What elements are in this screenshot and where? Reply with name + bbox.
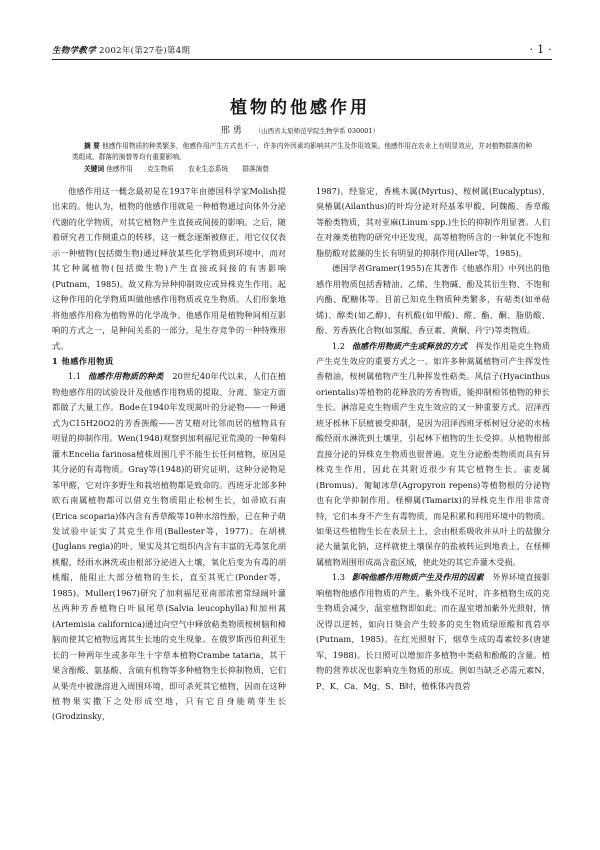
subsection-text: 20世纪40年代以来，人们在植物他感作用的试验设计及他感作用物质的提取、分离、鉴定方面都做了大量工作。Bode在1940年发现蒿叶的分泌物——一种通式为C15H20O2的芳香族酸——苦艾精对比邻而居的植物具有明显的抑制作用。Wen(1948)观察到加利福尼亚荒漠的一种菊科灌木Encelia farinosa植株周围几乎不能生长任何植物，原因是其分泌的有毒物质。Gray等(1948)的研究证明，这种分泌物是苯甲醛，它对许多野生和栽培植物都是致命的。西班牙北部多种欧石南属植物都可以借克生物质阻止松树生长，如帚欧石南(Erica scoparia)体内含有香草酸等10种水溶性酚，已在种子萌发试验中证实了其克生作用(Ballester等，1977)。在胡桃(Juglans regia)的叶、果实及其它组织内含有丰富的无毒氢化胡桃醌，经雨水淋洗或由根部分泌进入土壤，氧化后变为有毒的胡桃醌，能阻止大部分植物的生长，直至其死亡(Ponder等，1985)。Muller(1967)研究了加利福尼亚南部浓密常绿阔叶灌丛两种芳香植物白叶鼠尾草(Salvia leucophylla)和加州蒿(Artemisia californica)通过向空气中释放萜类物质桉树脑和樟脑而使其它植物远离其生长地的克生现象。在俄罗斯西伯利亚生长的一种两年生或多年生十字草本植物Crambe tataria，其干果含酚酸、氨基酸、含硫有机物等多种植物生长抑制物质，它们从果壳中被涤溶进入周围环境，即可杀死其它植物，因而在这种植物果实撒下之处形成空地，只有它自身能萌芽生长(Grodzinsky， bbox=[52, 371, 286, 722]
author-name: 邢 勇 bbox=[220, 126, 242, 136]
subsection-1-1 bbox=[52, 369, 286, 724]
article-title: 植物的他感作用 bbox=[230, 98, 370, 118]
keyword: 他感作用 bbox=[106, 165, 133, 173]
abstract-label: 摘 要 bbox=[84, 142, 100, 150]
keyword: 克生物质 bbox=[147, 165, 174, 173]
author-line bbox=[0, 123, 600, 136]
gramer-paragraph: 德国学者Gramer(1955)在其著作《他感作用》中列出的他感作用物质包括香精油、乙烯、生物碱、酚及其衍生物、不饱和内酯、配糖体等。目前已知克生物质种类繁多，有萜类(如单萜烯)、醇类(如乙醇)、有机酸(如甲酸)、醛、酯、酮、脂肪酸、酚、芳香族化合物(如氢醌、香豆素、黄酮、丹宁)等类物质。 bbox=[316, 263, 550, 336]
continued-paragraph: 1987)。经鉴定，香桃木属(Myrtus)、桉树属(Eucalyptus)、臭椿属(Ailanthus)的叶均分泌对羟基苯甲酸、阿魏酸、香草酸等酚类物质，其对亚麻(Linum spp.)生长的抑制作用显著。人们在对藻类植物的研究中还发现，高等植物所含的一种氧化不饱和脂肪酸对蓝藻的生长有明显的抑制作用(Aller等，1985)。 bbox=[316, 186, 550, 258]
subsection-title: 影响他感作用物质产生及作用的因素 bbox=[351, 572, 484, 583]
keyword: 群落演替 bbox=[242, 165, 269, 173]
author-affiliation: （山西省太原师范学院生物学系 030001） bbox=[254, 127, 380, 135]
keywords bbox=[72, 164, 532, 175]
intro-paragraph: 他感作用这一概念最初是在1937年由德国科学家Molish提出来的。他认为，植物的他感作用就是一种植物通过向体外分泌代谢的化学物质，对其它植物产生直接或间接的影响。之后，随着研究者工作侧重点的转移，这一概念逐渐被修正，用它仅仅表示一种植物(包括微生物)通过释放某些化学物质到环境中，而对其它种属植物(包括微生物)产生直接或间接的有害影响(Putnam，1985)。故又称为异种抑制效应或异株克生作用。起这种作用的化学物质叫做他感作用物质或克生物质。人们形象地将他感作用称为植物界的化学战争。他感作用是植物种间相互影响的方式之一，是种间关系的一部分，是生存竞争的一种特殊形式。 bbox=[52, 186, 286, 351]
keyword: 农业生态系统 bbox=[187, 165, 229, 173]
subsection-1-3 bbox=[316, 570, 550, 694]
abstract-text: 他感作用物质的种类繁多，他感作用产生方式也不一，许多内外因素均影响其产生及作用效果。他感作用在农业上有明显效应，并对植物群落的种类组成、群落的演替等均有重要影响。 bbox=[72, 142, 533, 161]
journal-name: 生物学教学 bbox=[52, 46, 97, 56]
left-column bbox=[52, 184, 286, 725]
right-column bbox=[316, 184, 550, 694]
subsection-number: 1.1 bbox=[68, 371, 82, 382]
running-header bbox=[52, 44, 552, 58]
subsection-text: 外界环境直接影响植物他感作用物质的产生。紫外线不足时，许多植物生成的克生物质会减少，温室植物即如此；而在温室增加紫外光照射，情况得以逆转，如向日葵会产生较多的克生物质绿原酸和莨菪亭(Putnam，1985)。在红光照射下，烟草生成的毒素较多(唐建军，1988)。长日照可以增加许多植物中类萜和酚酸的含量。植物的营养状况也影响克生物质的形成。例如当缺乏必需元素N、P、K、Ca、Mg、S、B时，植株体内莨菪 bbox=[316, 572, 550, 691]
subsection-title: 他感作用物质产生或释放的方式 bbox=[351, 340, 468, 351]
issue-info: 2002年(第27卷)第4期 bbox=[99, 46, 191, 56]
header-rule bbox=[52, 59, 552, 60]
subsection-1-2 bbox=[316, 339, 550, 571]
subsection-number: 1.3 bbox=[332, 572, 346, 583]
subsection-number: 1.2 bbox=[332, 340, 346, 351]
abstract bbox=[72, 141, 532, 163]
page-number: · 1 · bbox=[529, 43, 552, 56]
section-1-heading: 1 他感作用物质 bbox=[52, 355, 114, 366]
subsection-title: 他感作用物质的种类 bbox=[87, 371, 164, 382]
subsection-text: 挥发作用是克生物质产生克生效应的重要方式之一。如许多种蒿属植物可产生挥发性香精油，桉树属植物产生几种挥发性萜类。风信子(Hyacinthus orientalis)等植物的花释放的芳香物质，能抑制相邻植物的伸长生长。淋溶是克生物质产生克生效应的又一种重要方式。沼泽西班牙栎林下层植被受抑制，是因为沼泽西班牙栎树冠分泌的水杨酸经雨水淋洗到土壤里，引起林下植物的生长受抑。从植物根部直接分泌的异株克生物质也很普遍。克生分泌酚类物质而具有异株克生作用，因此在其附近很少有其它植物生长。雀麦属(Bromus)、匍匐冰草(Agropyron repens)等植物根的分泌物也有化学抑制作用。柽柳属(Tamarix)的异株克生作用非常奇特，它们本身不产生有毒物质，而是积累和利用环境中的物质。如果这些植物生长在表层土上，会由根系吸收并从叶上的盐腺分泌大量氯化钠，这样就使土壤保存的盐被转运到地表上，在柽柳属植物周围形成高含盐区域，使此处的其它乔灌木受损。 bbox=[316, 340, 550, 567]
keywords-label: 关键词 bbox=[84, 165, 105, 173]
